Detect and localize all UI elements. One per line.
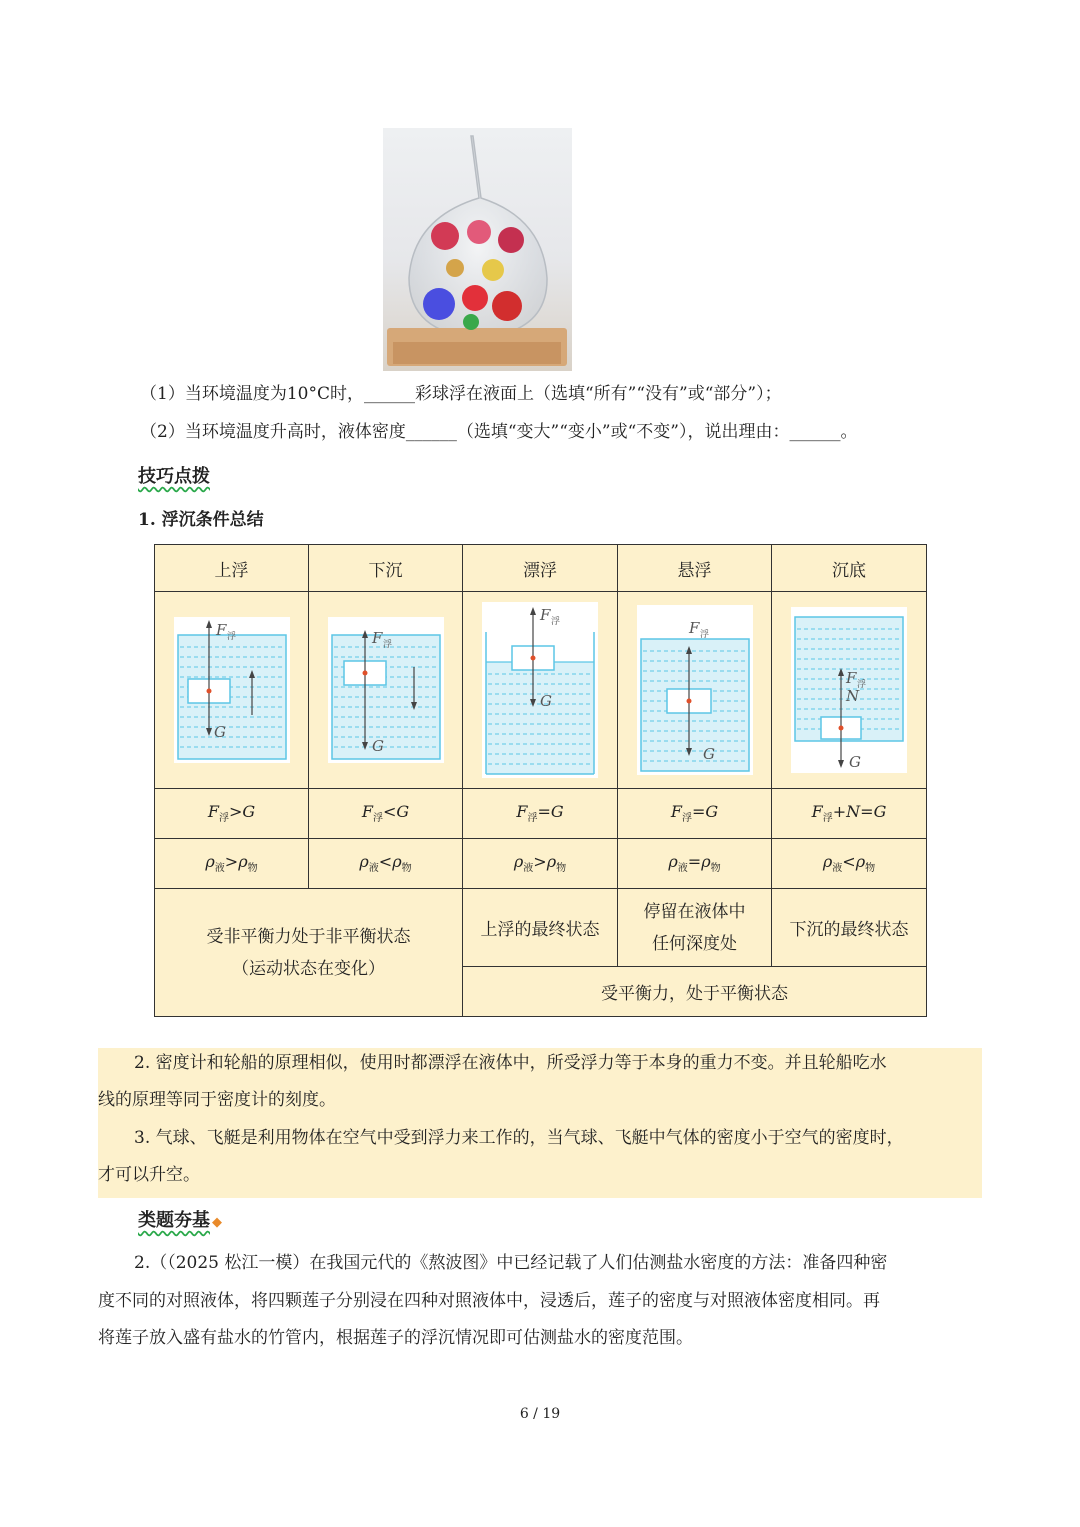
svg-text:G: G — [213, 723, 226, 741]
density-cell-rising: $\rho_液>\rho_物$ — [155, 839, 309, 889]
density-cell-sunk: $\rho_液<\rho_物$ — [772, 839, 927, 889]
question-1 — [140, 382, 782, 406]
q2-end: 。 — [840, 422, 858, 442]
force-cell-sunk: $F_浮+N=G$ — [772, 789, 927, 839]
state-cell-suspend: 停留在液体中 任何深度处 — [618, 889, 772, 967]
svg-text:F: F — [688, 619, 699, 637]
float-sink-table — [154, 544, 927, 1017]
svg-text:F: F — [371, 629, 382, 647]
tank-diagram-sinking — [328, 617, 444, 763]
q2-blank-1: ______ — [405, 422, 457, 442]
header-rising: 上浮 — [155, 545, 309, 592]
svg-text:G: G — [702, 745, 715, 763]
force-cell-floating: $F_浮=G$ — [463, 789, 618, 839]
density-cell-suspended: $\rho_液=\rho_物$ — [618, 839, 772, 889]
q2-middle: （选填“变大”“变小”或“不变”），说出理由： — [456, 422, 790, 442]
force-cell-sinking: $F_浮<G$ — [309, 789, 463, 839]
point-2-line-1: 2. 密度计和轮船的原理相似，使用时都漂浮在液体中，所受浮力等于本身的重力不变。并且轮船吃水 — [134, 1053, 887, 1073]
tips-heading: 技巧点拨 — [138, 466, 210, 487]
tips-subheading: 1. 浮沉条件总结 — [138, 510, 264, 530]
diagram-cell-sinking — [309, 592, 463, 789]
practice-q2-line-2: 度不同的对照液体，将四颗莲子分别浸在四种对照液体中，浸透后，莲子的密度与对照液体密度相同。再 — [98, 1291, 880, 1311]
state-cell-float-final: 上浮的最终状态 — [463, 889, 618, 967]
svg-text:F: F — [215, 621, 226, 639]
table-diagram-row — [155, 592, 927, 789]
state-cell-balanced: 受平衡力，处于平衡状态 — [463, 967, 927, 1017]
svg-text:G: G — [371, 737, 384, 755]
q1-suffix: 彩球浮在液面上（选填“所有”“没有”或“部分”）； — [414, 384, 782, 404]
state-cell-sink-final: 下沉的最终状态 — [772, 889, 927, 967]
practice-heading: 类题夯基 ◆ — [138, 1210, 222, 1231]
table-force-row — [155, 789, 927, 839]
galileo-thermometer-illustration — [383, 128, 572, 371]
tank-diagram-suspended — [637, 605, 753, 775]
tank-diagram-floating — [482, 602, 598, 778]
tank-diagram-rising — [174, 617, 290, 763]
diagram-cell-suspended — [618, 592, 772, 789]
svg-text:浮: 浮 — [551, 617, 561, 627]
header-sunk: 沉底 — [772, 545, 927, 592]
page-number: 6 / 19 — [519, 1406, 561, 1422]
point-3-line-2: 才可以升空。 — [98, 1165, 200, 1185]
table-header-row — [155, 545, 927, 592]
density-cell-sinking: $\rho_液<\rho_物$ — [309, 839, 463, 889]
diagram-cell-sunk — [772, 592, 927, 789]
diagram-cell-rising — [155, 592, 309, 789]
question-2 — [140, 420, 857, 444]
point-2-line-2: 线的原理等同于密度计的刻度。 — [98, 1090, 336, 1110]
q2-blank-2: ______ — [789, 422, 841, 442]
svg-text:G: G — [849, 753, 861, 771]
tank-diagram-sunk — [791, 607, 907, 773]
svg-text:浮: 浮 — [699, 630, 709, 640]
practice-q2-line-1: 2.（（2025 松江一模）在我国元代的《熬波图》中已经记载了人们估测盐水密度的方法：准备四种密 — [134, 1253, 888, 1273]
point-3-line-1: 3. 气球、飞艇是利用物体在空气中受到浮力来工作的，当气球、飞艇中气体的密度小于空气的密度时， — [134, 1128, 904, 1148]
q1-prefix: （1）当环境温度为10°C时， — [140, 384, 364, 404]
galileo-thermometer-photo — [383, 128, 572, 371]
practice-q2-line-3: 将莲子放入盛有盐水的竹管内，根据莲子的浮沉情况即可估测盐水的密度范围。 — [98, 1328, 693, 1348]
table-state-row — [155, 889, 927, 967]
diamond-icon: ◆ — [212, 1215, 222, 1230]
svg-text:G: G — [540, 692, 552, 710]
state-cell-unbalanced: 受非平衡力处于非平衡状态 （运动状态在变化） — [155, 889, 463, 1017]
force-cell-rising: $F_浮>G$ — [155, 789, 309, 839]
density-cell-floating: $\rho_液>\rho_物$ — [463, 839, 618, 889]
q1-blank: ______ — [363, 384, 415, 404]
table-density-row — [155, 839, 927, 889]
header-sinking: 下沉 — [309, 545, 463, 592]
svg-text:F: F — [540, 606, 551, 624]
force-cell-suspended: $F_浮=G$ — [618, 789, 772, 839]
header-suspended: 悬浮 — [618, 545, 772, 592]
svg-text:浮: 浮 — [226, 632, 236, 642]
header-floating: 漂浮 — [463, 545, 618, 592]
diagram-cell-floating — [463, 592, 618, 789]
q2-prefix: （2）当环境温度升高时，液体密度 — [140, 422, 406, 442]
svg-text:浮: 浮 — [857, 680, 867, 690]
svg-text:N: N — [846, 687, 860, 705]
svg-text:F: F — [846, 669, 857, 687]
svg-text:浮: 浮 — [382, 640, 392, 650]
